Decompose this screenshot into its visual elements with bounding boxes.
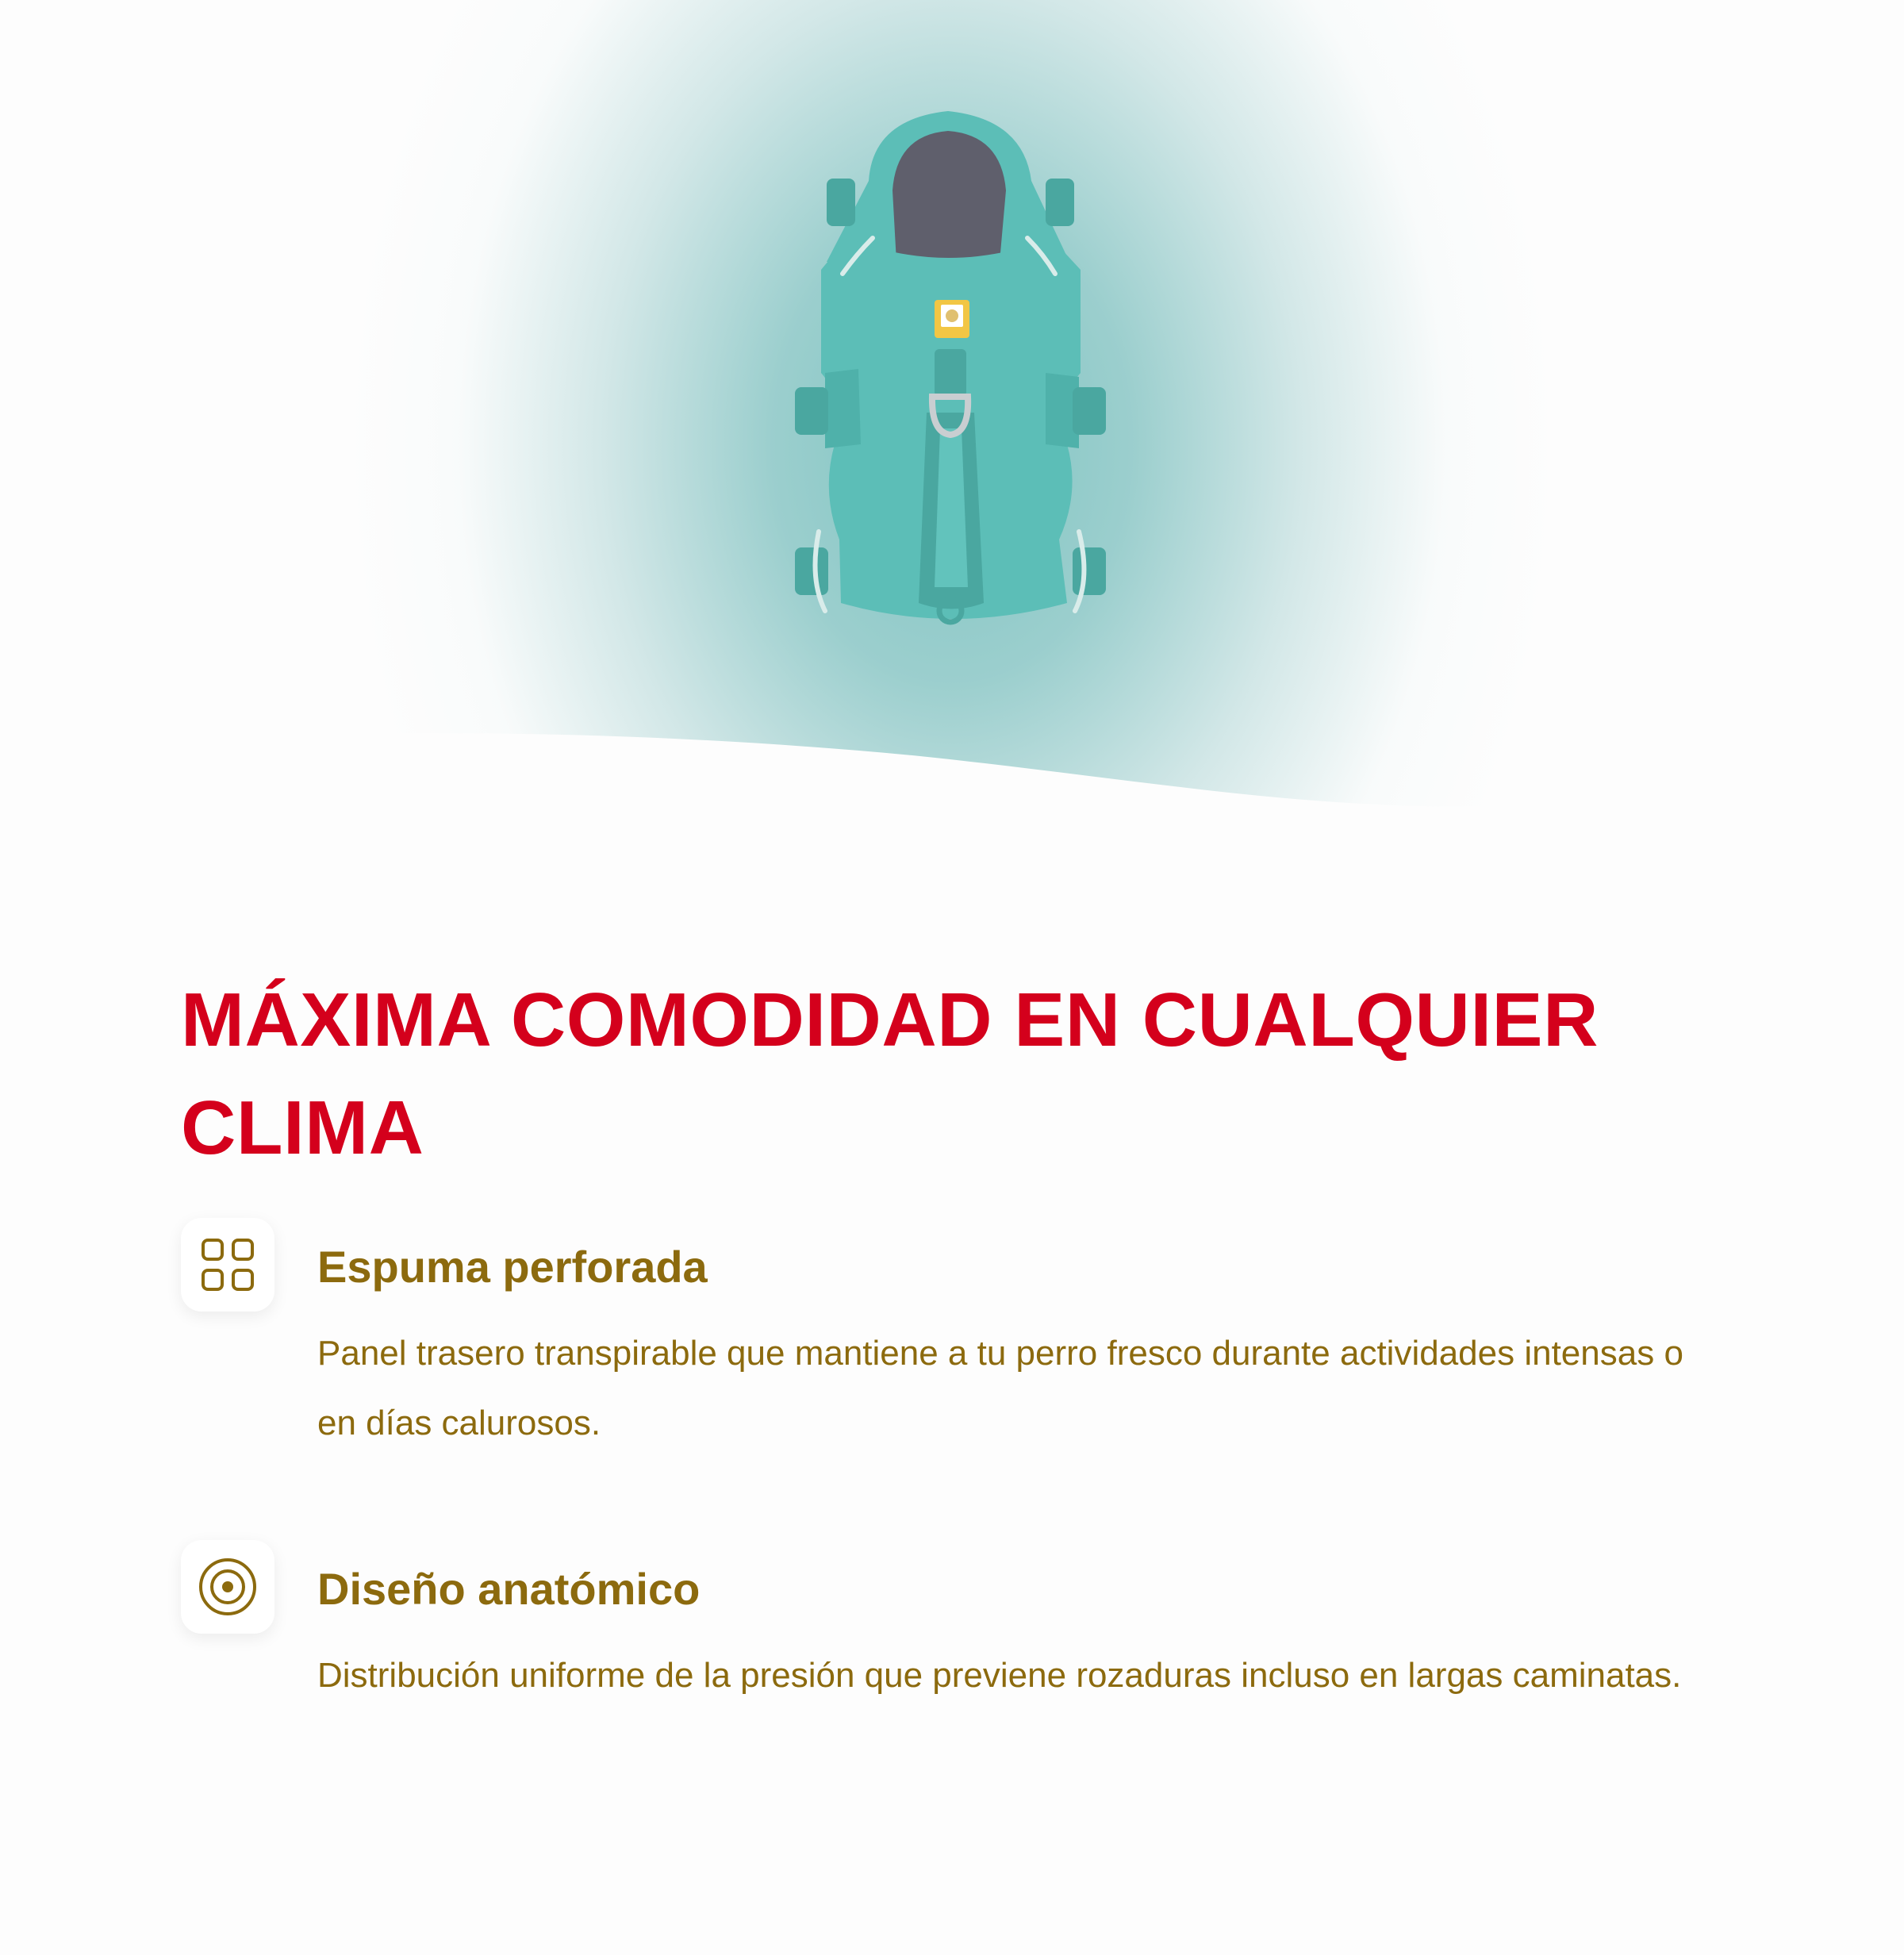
- section-title: MÁXIMA COMODIDAD EN CUALQUIER CLIMA: [181, 978, 1599, 1170]
- feature-description: Panel trasero transpirable que mantiene a tu perro fresco durante actividades intensas o en días calurosos.: [317, 1334, 1683, 1442]
- feature-icon-container: [181, 1540, 274, 1634]
- feature-title: Espuma perforada: [317, 1242, 708, 1292]
- grid-icon: [200, 1237, 255, 1292]
- feature-icon-container: [181, 1218, 274, 1312]
- feature-description: Distribución uniforme de la presión que previene rozaduras incluso en largas caminatas.: [317, 1656, 1682, 1695]
- target-icon: [196, 1555, 259, 1619]
- feature-title: Diseño anatómico: [317, 1564, 701, 1614]
